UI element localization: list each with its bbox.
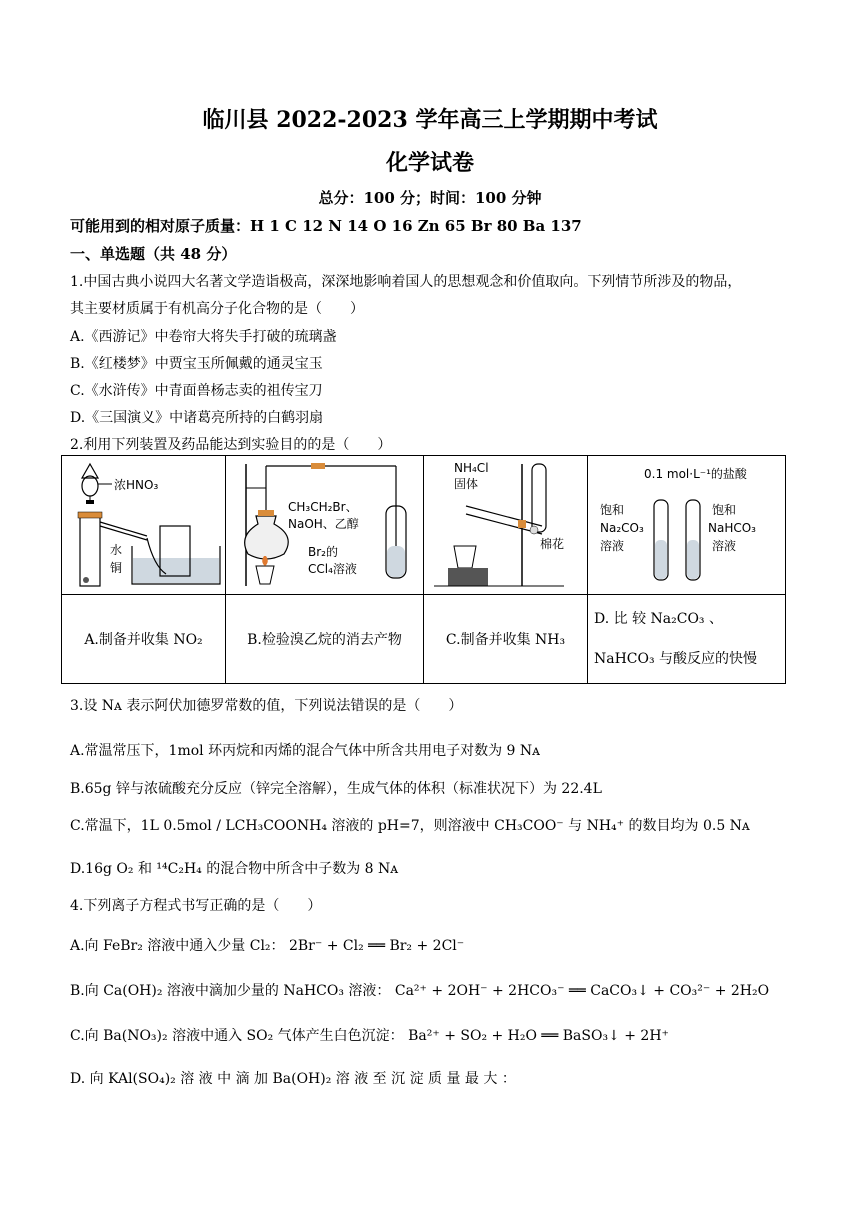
fig-c-label-solid: 固体 bbox=[454, 477, 479, 491]
fig-b-label-2: NaOH、乙醇 bbox=[288, 517, 359, 531]
q3-option-d: D.16g O₂ 和 ¹⁴C₂H₄ 的混合物中所含中子数为 8 Nᴀ bbox=[70, 861, 399, 877]
fig-b-label-3: Br₂的 bbox=[308, 545, 338, 559]
figure-c bbox=[424, 456, 588, 595]
q3-option-a: A.常温常压下，1mol 环丙烷和丙烯的混合气体中所含共用电子对数为 9 Nᴀ bbox=[70, 743, 541, 759]
caption-d-line2: NaHCO₃ 与酸反应的快慢 bbox=[594, 651, 758, 667]
q3-option-c: C.常温下，1L 0.5mol / LCH₃COONH₄ 溶液的 pH=7，则溶液中 CH₃COO⁻ 与 NH₄⁺ 的数目均为 0.5 Nᴀ bbox=[70, 818, 750, 834]
fig-d-label-7: 溶液 bbox=[712, 539, 737, 553]
exam-subtitle: 化学试卷 bbox=[385, 150, 474, 176]
fig-b-label-4: CCl₄溶液 bbox=[308, 562, 357, 576]
fig-d-label-4: 溶液 bbox=[600, 539, 625, 553]
caption-d bbox=[588, 595, 786, 684]
fig-c-label-nh4cl: NH₄Cl bbox=[454, 461, 489, 475]
fig-d-label-3: Na₂CO₃ bbox=[600, 521, 644, 535]
figure-b bbox=[226, 456, 424, 595]
q1-stem-line1: 1.中国古典小说四大名著文学造诣极高，深深地影响着国人的思想观念和价值取向。下列情节所涉及的物品， bbox=[70, 274, 742, 290]
atomic-masses: 可能用到的相对原子质量：H 1 C 12 N 14 O 16 Zn 65 Br 80 Ba 137 bbox=[70, 217, 582, 235]
caption-c: C.制备并收集 NH₃ bbox=[424, 595, 588, 684]
q1-stem-line2: 其主要材质属于有机高分子化合物的是（ ） bbox=[70, 301, 364, 317]
q3-option-b: B.65g 锌与浓硫酸充分反应（锌完全溶解），生成气体的体积（标准状况下）为 22.4L bbox=[70, 781, 602, 797]
q1-option-a: A.《西游记》中卷帘大将失手打破的琉璃盏 bbox=[70, 329, 337, 345]
q4-option-a: A.向 FeBr₂ 溶液中通入少量 Cl₂： 2Br⁻ + Cl₂ ══ Br₂ + 2Cl⁻ bbox=[70, 938, 465, 954]
exam-title: 临川县 2022-2023 学年高三上学期期中考试 bbox=[202, 107, 658, 133]
q2-apparatus-table bbox=[61, 455, 786, 684]
fig-d-label-2: 饱和 bbox=[600, 503, 625, 517]
caption-b: B.检验溴乙烷的消去产物 bbox=[226, 595, 424, 684]
q4-option-d: D. 向 KAl(SO₄)₂ 溶 液 中 滴 加 Ba(OH)₂ 溶 液 至 沉 淀 质 量 最 大 ： bbox=[70, 1071, 516, 1087]
q4-stem: 4.下列离子方程式书写正确的是（ ） bbox=[70, 898, 322, 914]
q1-option-c: C.《水浒传》中青面兽杨志卖的祖传宝刀 bbox=[70, 383, 323, 399]
caption-d-line1: D. 比 较 Na₂CO₃ 、 bbox=[594, 611, 723, 627]
fig-d-label-hcl: 0.1 mol·L⁻¹的盐酸 bbox=[644, 467, 747, 481]
section-heading: 一、单选题（共 48 分） bbox=[70, 245, 237, 263]
exam-meta: 总分：100 分；时间：100 分钟 bbox=[318, 189, 542, 207]
fig-b-label-1: CH₃CH₂Br、 bbox=[288, 500, 358, 514]
fig-c-label-cotton: 棉花 bbox=[540, 537, 565, 551]
q3-stem: 3.设 Nᴀ 表示阿伏加德罗常数的值，下列说法错误的是（ ） bbox=[70, 698, 463, 714]
q4-option-b: B.向 Ca(OH)₂ 溶液中滴加少量的 NaHCO₃ 溶液： Ca²⁺ + 2OH⁻ + 2HCO₃⁻ ══ CaCO₃↓ + CO₃²⁻ + 2H₂O bbox=[70, 983, 770, 999]
q1-option-d: D.《三国演义》中诸葛亮所持的白鹤羽扇 bbox=[70, 410, 324, 426]
fig-a-label-copper: 铜 bbox=[110, 561, 123, 575]
q2-stem: 2.利用下列装置及药品能达到实验目的的是（ ） bbox=[70, 437, 392, 453]
figure-a bbox=[62, 456, 226, 595]
figure-d bbox=[588, 456, 786, 595]
fig-a-label-hno3: 浓HNO₃ bbox=[114, 478, 159, 492]
q4-option-c: C.向 Ba(NO₃)₂ 溶液中通入 SO₂ 气体产生白色沉淀： Ba²⁺ + SO₂ + H₂O ══ BaSO₃↓ + 2H⁺ bbox=[70, 1028, 669, 1044]
fig-a-label-water: 水 bbox=[110, 543, 123, 557]
caption-a: A.制备并收集 NO₂ bbox=[62, 595, 226, 684]
fig-d-label-6: NaHCO₃ bbox=[708, 521, 756, 535]
q1-option-b: B.《红楼梦》中贾宝玉所佩戴的通灵宝玉 bbox=[70, 356, 323, 372]
fig-d-label-5: 饱和 bbox=[712, 503, 737, 517]
